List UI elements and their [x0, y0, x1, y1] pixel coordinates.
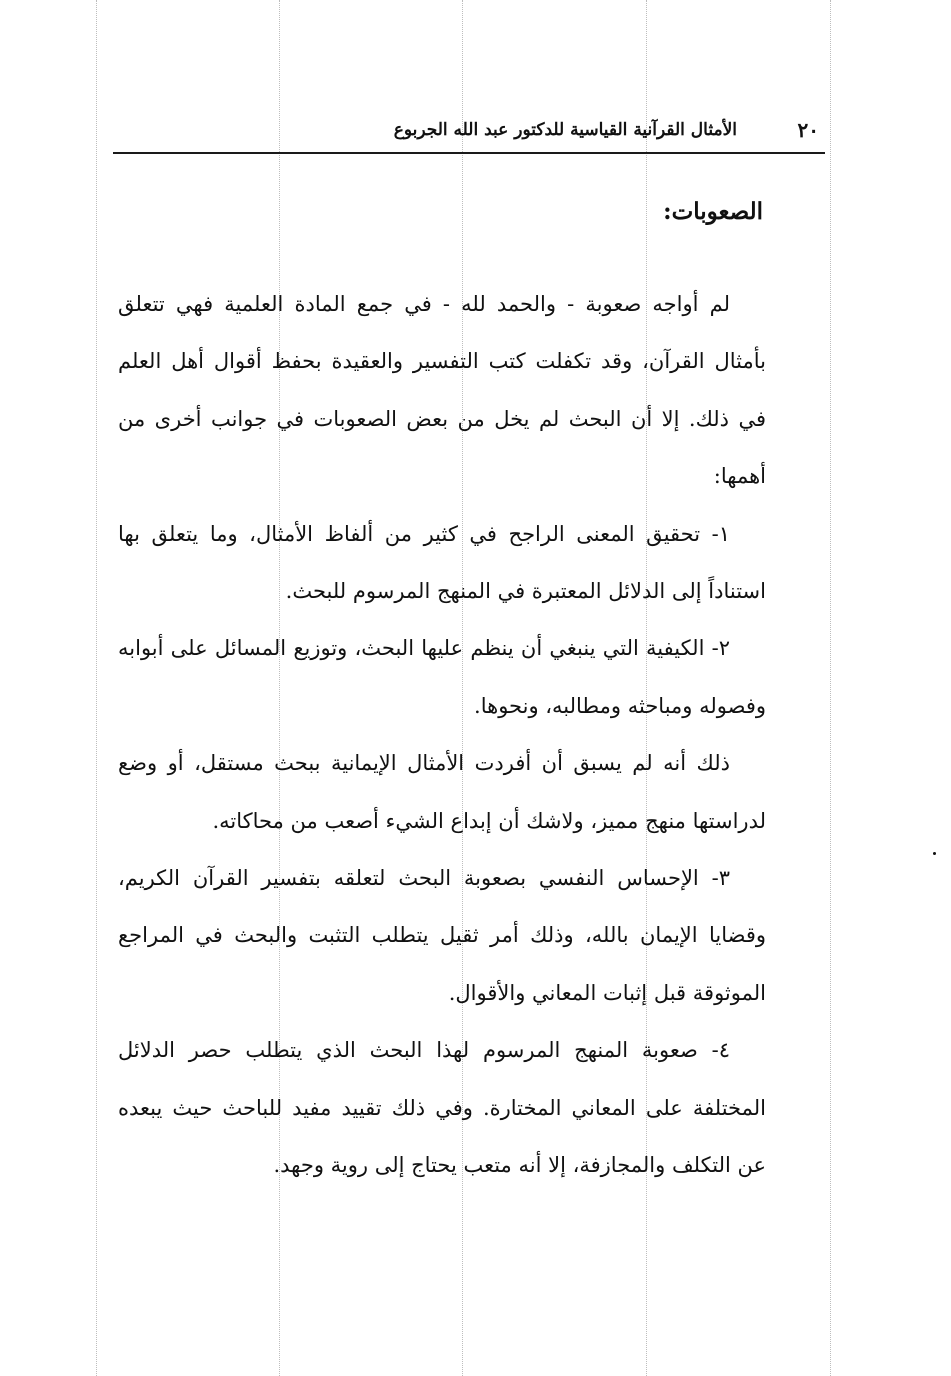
scan-speck — [933, 852, 936, 855]
page-header — [113, 112, 825, 154]
section-heading: الصعوبات: — [663, 198, 763, 225]
body-text — [118, 276, 766, 1195]
paragraph-difficulty-2: ٢- الكيفية التي ينبغي أن ينظم عليها البحث، وتوزيع المسائل على أبوابه وفصوله ومباحثه ومطالبه، ونحوها. — [118, 636, 766, 718]
paragraph-difficulty-4: ٤- صعوبة المنهج المرسوم لهذا البحث الذي يتطلب حصر الدلائل المختلفة على المعاني المختارة. وفي ذلك تقييد مفيد للباحث حيث يبعده عن التكلف والمجازفة، إلا أنه متعب يحتاج إلى روية وجهد. — [118, 1038, 766, 1178]
running-title: الأمثال القرآنية القياسية للدكتور عبد الله الجربوع — [393, 120, 737, 140]
paragraph-explanation: ذلك أنه لم يسبق أن أفردت الأمثال الإيمانية ببحث مستقل، أو وضع لدراستها منهج مميز، ولاشك أن إبداع الشيء أصعب من محاكاته. — [118, 751, 766, 833]
page-number: ٢٠ — [797, 118, 819, 142]
paragraph-difficulty-3: ٣- الإحساس النفسي بصعوبة البحث لتعلقه بتفسير القرآن الكريم، وقضايا الإيمان بالله، وذلك أمر ثقيل يتطلب التثبت والبحث في المراجع الموثوقة قبل إثبات المعاني والأقوال. — [118, 866, 766, 1005]
scan-guide-line — [96, 0, 97, 1376]
paragraph-intro: لم أواجه صعوبة - والحمد لله - في جمع المادة العلمية فهي تتعلق بأمثال القرآن، وقد تكفلت كتب التفسير والعقيدة بحفظ أقوال أهل العلم في ذلك. إلا أن البحث لم يخل من بعض الصعوبات في جوانب أخرى من أهمها: — [118, 292, 766, 489]
paragraph-difficulty-1: ١- تحقيق المعنى الراجح في كثير من ألفاظ الأمثال، وما يتعلق بها استناداً إلى الدلائل المعتبرة في المنهج المرسوم للبحث. — [118, 521, 766, 604]
scan-guide-line — [830, 0, 831, 1376]
